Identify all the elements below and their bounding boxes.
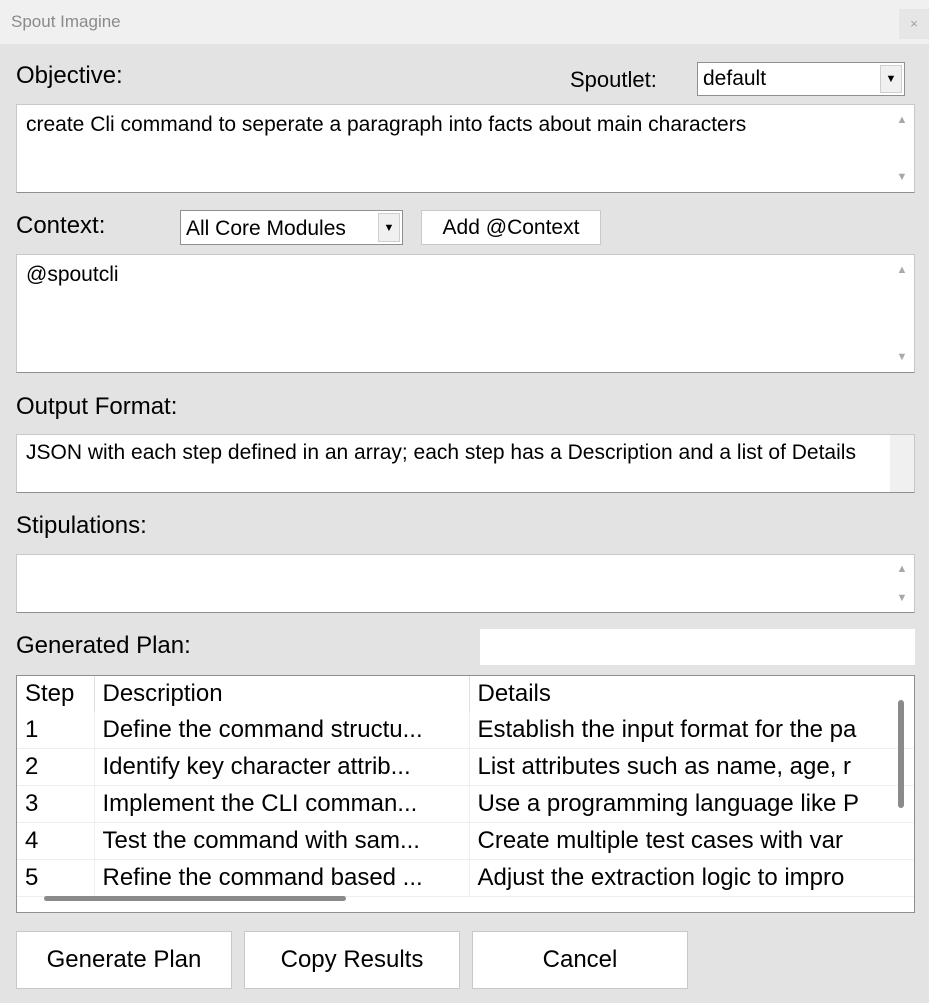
stipulations-label: Stipulations: [16,512,147,539]
details-cell: Establish the input format for the pa [469,712,915,749]
plan-table-grid [17,676,915,897]
scroll-up-icon[interactable]: ▲ [896,114,908,126]
description-cell: Define the command structu... [94,712,469,749]
details-cell: List attributes such as name, age, r [469,749,915,786]
context-text: @spoutcli [26,263,119,286]
description-cell: Refine the command based ... [94,860,469,897]
output-format-label: Output Format: [16,393,178,420]
context-scrollbar[interactable] [890,255,914,372]
step-cell: 2 [17,749,94,786]
scroll-up-icon[interactable]: ▲ [896,264,908,276]
column-header-description[interactable]: Description [94,676,469,712]
chevron-down-icon[interactable]: ▼ [378,213,400,242]
plan-table-horizontal-scrollbar[interactable] [44,896,346,901]
close-icon[interactable]: × [899,9,929,39]
context-module-value: All Core Modules [186,217,346,240]
objective-text: create Cli command to seperate a paragraph into facts about main characters [26,113,747,136]
window-title: Spout Imagine [11,12,121,31]
context-module-select[interactable] [180,210,403,245]
details-cell: Use a programming language like P [469,786,915,823]
cancel-button[interactable]: Cancel [472,931,688,989]
scroll-down-icon[interactable]: ▼ [896,592,908,604]
table-row[interactable] [17,860,915,897]
context-input[interactable] [16,254,915,373]
spoutlet-select[interactable] [697,62,905,96]
objective-input[interactable] [16,104,915,193]
step-cell: 5 [17,860,94,897]
scroll-down-icon[interactable]: ▼ [896,171,908,183]
generate-plan-button[interactable]: Generate Plan [16,931,232,989]
objective-scrollbar[interactable] [890,105,914,192]
table-header-row [17,676,915,712]
description-cell: Identify key character attrib... [94,749,469,786]
copy-results-button[interactable]: Copy Results [244,931,460,989]
table-row[interactable] [17,823,915,860]
scroll-down-icon[interactable]: ▼ [896,351,908,363]
stipulations-scrollbar[interactable] [890,555,914,612]
step-cell: 4 [17,823,94,860]
step-cell: 3 [17,786,94,823]
title-bar [0,0,929,44]
context-label: Context: [16,212,106,239]
table-row[interactable] [17,712,915,749]
chevron-down-icon[interactable]: ▼ [880,65,902,93]
stipulations-input[interactable] [16,554,915,613]
table-row[interactable] [17,749,915,786]
description-cell: Implement the CLI comman... [94,786,469,823]
description-cell: Test the command with sam... [94,823,469,860]
output-format-text: JSON with each step defined in an array; each step has a Description and a list of Details [26,441,856,464]
plan-filter-input[interactable] [480,629,915,665]
objective-label: Objective: [16,62,123,89]
plan-table[interactable] [16,675,915,913]
output-format-input[interactable] [16,434,915,493]
table-row[interactable] [17,786,915,823]
details-cell: Create multiple test cases with var [469,823,915,860]
scroll-up-icon[interactable]: ▲ [896,563,908,575]
column-header-details[interactable]: Details [469,676,915,712]
spoutlet-label: Spoutlet: [570,67,657,92]
step-cell: 1 [17,712,94,749]
add-context-button[interactable]: Add @Context [421,210,601,245]
output-format-scrollbar[interactable] [890,435,914,492]
column-header-step[interactable]: Step [17,676,94,712]
spoutlet-selected-value: default [703,67,767,90]
generated-plan-label: Generated Plan: [16,632,191,659]
details-cell: Adjust the extraction logic to impro [469,860,915,897]
plan-table-vertical-scrollbar[interactable] [898,700,904,808]
